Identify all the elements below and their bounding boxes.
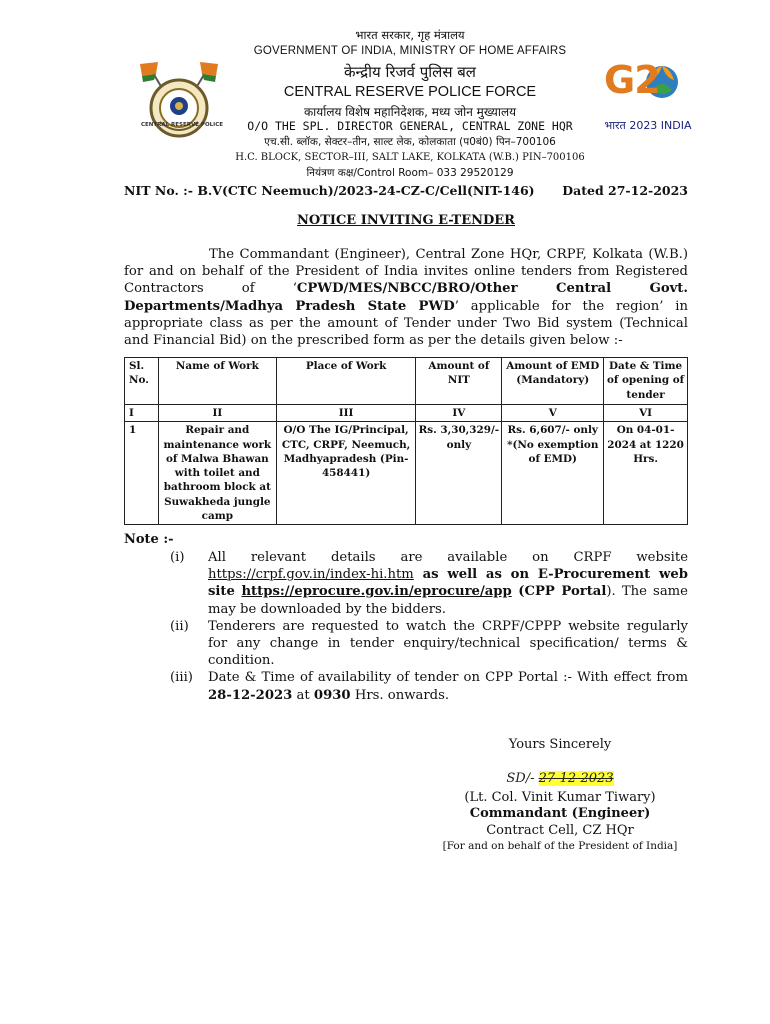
table-cell-sl: 1	[125, 422, 159, 525]
note-text-bold: as well as on E-Procurement web site	[208, 567, 688, 600]
table-header-row	[125, 358, 688, 405]
table-header: Amount of EMD (Mandatory)	[502, 358, 604, 405]
note-item	[170, 669, 688, 703]
availability-date: 28-12-2023	[208, 687, 293, 703]
table-cell-amount-nit: Rs. 3,30,329/- only	[416, 422, 502, 525]
intro-contractor-classes: CPWD/MES/NBCC/BRO/Other Central Govt. Departments/Madhya Pradesh State PWD	[124, 281, 688, 314]
sd-date: 27-12-2023	[538, 771, 614, 786]
notes-list	[170, 549, 688, 704]
table-cell-opening-date: On 04-01-2024 at 1220 Hrs.	[604, 422, 688, 525]
signatory-designation: Commandant (Engineer)	[469, 806, 651, 821]
note-text-bold: (CPP Portal	[511, 584, 607, 600]
signatory-behalf: [For and on behalf of the President of India]	[442, 840, 678, 852]
note-text: ). The same may be downloaded by the bidders.	[208, 584, 688, 617]
note-text: at	[292, 687, 314, 703]
note-number: (ii)	[170, 618, 189, 634]
header-english-line1: GOVERNMENT OF INDIA, MINISTRY OF HOME AFFAIRS	[253, 45, 567, 57]
emblem-text: CENTRAL RESERVE POLICE	[141, 122, 223, 128]
note-item	[170, 549, 688, 618]
g20-wordmark: G2	[604, 58, 660, 102]
header-hindi-line3: कार्यालय विशेष महानिदेशक, मध्य जोन मुख्यालय	[303, 105, 517, 119]
note-heading: Note :-	[124, 532, 174, 547]
page-title: NOTICE INVITING E-TENDER	[297, 213, 515, 228]
signatory-office: Contract Cell, CZ HQr	[486, 823, 634, 838]
note-number: (iii)	[170, 670, 193, 686]
table-header: Amount of NIT	[416, 358, 502, 405]
note-text: Date & Time of availability of tender on CPP Portal :- With effect from	[208, 670, 688, 686]
g20-subtitle: भारत 2023 INDIA	[604, 119, 692, 132]
table-header: Sl. No.	[125, 358, 159, 405]
table-cell-name-of-work: Repair and maintenance work of Malwa Bhawan with toilet and bathroom block at Suwakheda jungle camp	[158, 422, 276, 525]
table-header: Place of Work	[276, 358, 416, 405]
sd-prefix: SD/-	[506, 771, 535, 786]
table-numeral: VI	[604, 405, 688, 422]
header-english-address: H.C. BLOCK, SECTOR–III, SALT LAKE, KOLKATA (W.B.) PIN–700106	[235, 152, 585, 163]
crpf-website-link[interactable]: https://crpf.gov.in/index-hi.htm	[208, 567, 414, 583]
table-row	[125, 422, 688, 525]
signatory-name: (Lt. Col. Vinit Kumar Tiwary)	[464, 790, 656, 805]
table-numeral: I	[125, 405, 159, 422]
closing: Yours Sincerely	[508, 737, 612, 752]
signature-mark	[430, 771, 690, 786]
table-header: Name of Work	[158, 358, 276, 405]
nit-date: Dated 27-12-2023	[562, 183, 688, 198]
note-text: All relevant details are available on CRPF website	[208, 550, 688, 565]
nit-number: NIT No. :- B.V(CTC Neemuch)/2023-24-CZ-C/Cell(NIT-146)	[124, 183, 535, 198]
header-hindi-line1: भारत सरकार, गृह मंत्रालय	[355, 28, 465, 42]
availability-time: 0930	[313, 687, 351, 703]
table-numeral-row	[125, 405, 688, 422]
eprocure-website-link[interactable]: https://eprocure.gov.in/eprocure/app	[241, 584, 512, 600]
header-english-line3: O/O THE SPL. DIRECTOR GENERAL, CENTRAL ZONE HQR	[247, 119, 573, 133]
table-header: Date & Time of opening of tender	[604, 358, 688, 405]
table-numeral: III	[276, 405, 416, 422]
table-numeral: V	[502, 405, 604, 422]
table-numeral: IV	[416, 405, 502, 422]
note-item	[170, 618, 688, 670]
table-cell-amount-emd: Rs. 6,607/- only *(No exemption of EMD)	[502, 422, 604, 525]
header-english-line2: CENTRAL RESERVE POLICE FORCE	[283, 84, 537, 100]
intro-paragraph	[124, 246, 688, 349]
table-numeral: II	[158, 405, 276, 422]
note-text: Hrs. onwards.	[350, 687, 450, 703]
note-text: Tenderers are requested to watch the CRPF/CPPP website regularly for any change in tender enquiry/technical specification/ terms & condition.	[208, 618, 688, 669]
nit-line	[124, 183, 688, 198]
intro-text-1: The Commandant (Engineer), Central Zone HQr, CRPF, Kolkata (W.B.) for and on behalf of the President of India invites online tenders from Registered Contractors of ‘	[124, 247, 688, 297]
note-number: (i)	[170, 550, 185, 565]
table-cell-place-of-work: O/O The IG/Principal, CTC, CRPF, Neemuch, Madhyapradesh (Pin-458441)	[276, 422, 416, 525]
header-control-room: नियंत्रण कक्ष/Control Room– 033 29520129	[306, 167, 514, 179]
intro-text-2: ’ applicable for the region’ in appropriate class as per the amount of Tender under Two Bid system (Technical and Financial Bid) on the prescribed form as per the details given below :-	[124, 298, 688, 349]
tender-table	[124, 357, 688, 525]
header-hindi-address: एच.सी. ब्लॉक, सेक्टर–तीन, साल्ट लेक, कोलकाता (प0बं0) पिन–700106	[264, 136, 556, 148]
header-hindi-line2: केन्द्रीय रिजर्व पुलिस बल	[344, 63, 476, 81]
